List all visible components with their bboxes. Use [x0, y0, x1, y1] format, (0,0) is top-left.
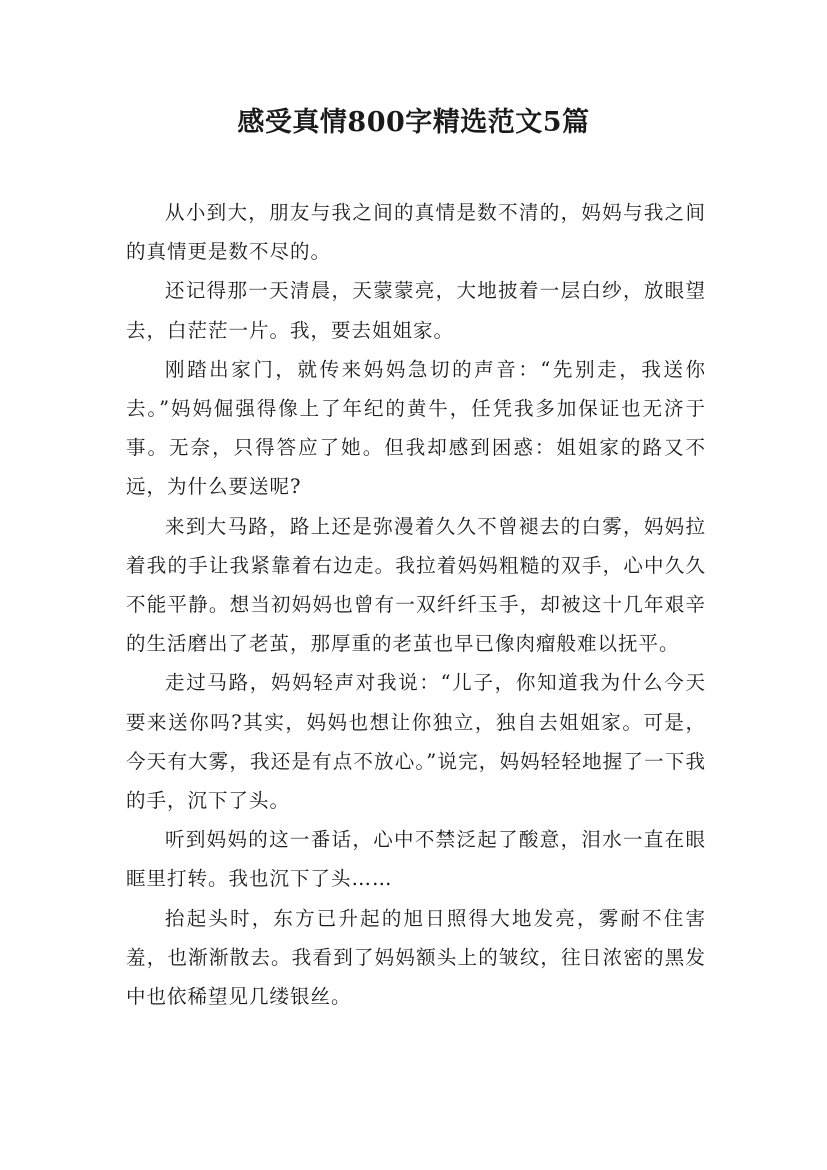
paragraph-1: 从小到大，朋友与我之间的真情是数不清的，妈妈与我之间的真情更是数不尽的。	[126, 201, 706, 264]
document-body	[126, 193, 706, 1016]
paragraph-5: 走过马路，妈妈轻声对我说：“儿子，你知道我为什么今天要来送你吗?其实，妈妈也想让你独立，独自去姐姐家。可是，今天有大雾，我还是有点不放心。”说完，妈妈轻轻地握了一下我的手，沉下了头。	[126, 671, 706, 813]
paragraph-6: 听到妈妈的这一番话，心中不禁泛起了酸意，泪水一直在眼眶里打转。我也沉下了头……	[126, 828, 706, 891]
paragraph-4: 来到大马路，路上还是弥漫着久久不曾褪去的白雾，妈妈拉着我的手让我紧靠着右边走。我拉着妈妈粗糙的双手，心中久久不能平静。想当初妈妈也曾有一双纤纤玉手，却被这十几年艰辛的生活磨出了老茧，那厚重的老茧也早已像肉瘤般难以抚平。	[126, 514, 706, 656]
document-title: 感受真情800字精选范文5篇	[237, 107, 590, 138]
paragraph-7: 抬起头时，东方已升起的旭日照得大地发亮，雾耐不住害羞，也渐渐散去。我看到了妈妈额头上的皱纹，往日浓密的黑发中也依稀望见几缕银丝。	[126, 906, 706, 1009]
paragraph-2: 还记得那一天清晨，天蒙蒙亮，大地披着一层白纱，放眼望去，白茫茫一片。我，要去姐姐家。	[126, 279, 706, 342]
paragraph-3: 刚踏出家门，就传来妈妈急切的声音：“先别走，我送你去。”妈妈倔强得像上了年纪的黄牛，任凭我多加保证也无济于事。无奈，只得答应了她。但我却感到困惑：姐姐家的路又不远，为什么要送呢?	[126, 357, 706, 499]
